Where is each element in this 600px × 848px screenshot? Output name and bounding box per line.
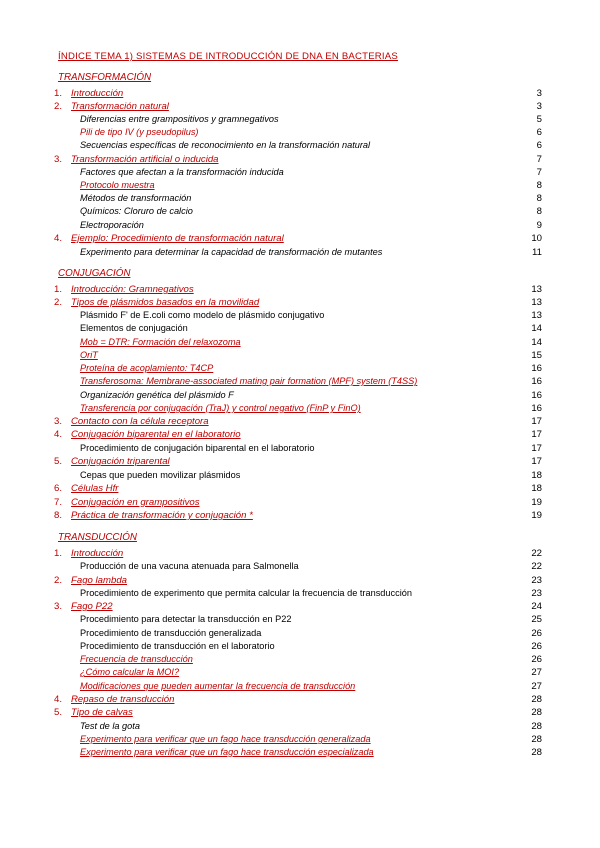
toc-subentry[interactable] — [0, 167, 600, 180]
entry-number: 2. — [54, 575, 63, 586]
toc-subentry[interactable] — [0, 470, 600, 483]
page-number: 22 — [531, 561, 542, 572]
page-number: 8 — [536, 206, 542, 217]
toc-entry[interactable] — [0, 694, 600, 707]
entry-link[interactable]: Procedimiento de conjugación biparental en el laboratorio — [80, 443, 315, 453]
toc-subentry[interactable] — [0, 390, 600, 403]
toc-subentry[interactable] — [0, 403, 600, 416]
toc-subentry[interactable] — [0, 363, 600, 376]
page-number: 26 — [531, 654, 542, 665]
entry-link[interactable]: Práctica de transformación y conjugación * — [71, 510, 253, 521]
toc-subentry[interactable] — [0, 443, 600, 456]
entry-number: 4. — [54, 233, 63, 244]
toc-entry[interactable] — [0, 483, 600, 496]
toc-entry[interactable] — [0, 101, 600, 114]
entry-number: 6. — [54, 483, 63, 494]
entry-link[interactable]: ¿Cómo calcular la MOI? — [80, 667, 180, 677]
toc-entry[interactable] — [0, 284, 600, 297]
toc-subentry[interactable] — [0, 193, 600, 206]
page-number: 16 — [531, 403, 542, 414]
toc-subentry[interactable] — [0, 721, 600, 734]
page-number: 19 — [531, 510, 542, 521]
entry-number: 2. — [54, 297, 63, 308]
entry-link[interactable]: Métodos de transformación — [80, 193, 192, 203]
toc-subentry[interactable] — [0, 734, 600, 747]
toc-entry[interactable] — [0, 497, 600, 510]
toc-subentry[interactable] — [0, 654, 600, 667]
toc-entry[interactable] — [0, 154, 600, 167]
entry-link[interactable]: Transferosoma: Membrane-associated mating pair formation (MPF) system (T4SS) — [80, 376, 418, 386]
toc-entry[interactable] — [0, 707, 600, 720]
toc-entry[interactable] — [0, 233, 600, 246]
toc-subentry[interactable] — [0, 561, 600, 574]
section-heading: TRANSDUCCIÓN — [58, 532, 137, 543]
section-heading: TRANSFORMACIÓN — [58, 72, 152, 83]
page-number: 6 — [536, 127, 542, 138]
toc-entry[interactable] — [0, 575, 600, 588]
entry-link[interactable]: Procedimiento de transducción generalizada — [80, 628, 262, 638]
entry-link[interactable]: Elementos de conjugación — [80, 323, 188, 333]
page-number: 9 — [536, 220, 542, 231]
page-number: 14 — [531, 323, 542, 334]
page-number: 8 — [536, 193, 542, 204]
entry-number: 3. — [54, 416, 63, 427]
entry-number: 3. — [54, 154, 63, 165]
page-number: 16 — [531, 363, 542, 374]
entry-link[interactable]: Ejemplo: Procedimiento de transformación natural — [71, 233, 284, 244]
entry-number: 4. — [54, 694, 63, 705]
page-number: 14 — [531, 337, 542, 348]
page-number: 7 — [536, 154, 542, 165]
page-number: 6 — [536, 140, 542, 151]
toc-subentry[interactable] — [0, 323, 600, 336]
toc-entry[interactable] — [0, 601, 600, 614]
toc-subentry[interactable] — [0, 376, 600, 389]
page-number: 28 — [531, 747, 542, 758]
page-number: 17 — [531, 456, 542, 467]
entry-number: 8. — [54, 510, 63, 521]
entry-link[interactable]: Diferencias entre grampositivos y gramnegativos — [80, 114, 279, 124]
toc-subentry[interactable] — [0, 628, 600, 641]
page-number: 28 — [531, 721, 542, 732]
page-number: 22 — [531, 548, 542, 559]
entry-link[interactable]: Factores que afectan a la transformación inducida — [80, 167, 284, 177]
entry-link[interactable]: Secuencias específicas de reconocimiento en la transformación natural — [80, 140, 371, 150]
entry-number: 5. — [54, 456, 63, 467]
entry-link[interactable]: Protocolo muestra — [80, 180, 155, 190]
entry-link[interactable]: Electroporación — [80, 220, 144, 230]
entry-link[interactable]: Experimento para verificar que un fago hace transducción especializada — [80, 747, 374, 757]
toc-subentry[interactable] — [0, 180, 600, 193]
entry-link[interactable]: Fago lambda — [71, 575, 127, 586]
entry-link[interactable]: Experimento para verificar que un fago hace transducción generalizada — [80, 734, 371, 744]
page-number: 23 — [531, 588, 542, 599]
entry-link[interactable]: Introducción — [71, 548, 124, 559]
entry-link[interactable]: Conjugación en grampositivos — [71, 497, 200, 508]
entry-link[interactable]: Células Hfr — [71, 483, 119, 494]
page-number: 15 — [531, 350, 542, 361]
section-heading: CONJUGACIÓN — [58, 268, 131, 279]
page-number: 28 — [531, 694, 542, 705]
page-number: 16 — [531, 376, 542, 387]
entry-link[interactable]: Mob = DTR: Formación del relaxozoma — [80, 337, 241, 347]
page-number: 24 — [531, 601, 542, 612]
entry-link[interactable]: Introducción — [71, 88, 124, 99]
toc-subentry[interactable] — [0, 127, 600, 140]
page-number: 13 — [531, 310, 542, 321]
page-number: 3 — [536, 88, 542, 99]
toc-entry[interactable] — [0, 416, 600, 429]
entry-link[interactable]: OriT — [80, 350, 98, 360]
toc-entry[interactable] — [0, 429, 600, 442]
entry-number: 2. — [54, 101, 63, 112]
entry-link[interactable]: Procedimiento para detectar la transducción en P22 — [80, 614, 292, 624]
entry-number: 4. — [54, 429, 63, 440]
page-number: 8 — [536, 180, 542, 191]
page-number: 27 — [531, 667, 542, 678]
entry-link[interactable]: Introducción: Gramnegativos — [71, 284, 194, 295]
page-number: 23 — [531, 575, 542, 586]
entry-link[interactable]: Repaso de transducción — [71, 694, 175, 705]
page-number: 17 — [531, 429, 542, 440]
entry-link[interactable]: Conjugación triparental — [71, 456, 170, 467]
entry-link[interactable]: Producción de una vacuna atenuada para Salmonella — [80, 561, 299, 571]
entry-number: 3. — [54, 601, 63, 612]
entry-link[interactable]: Conjugación biparental en el laboratorio — [71, 429, 241, 440]
toc-subentry[interactable] — [0, 114, 600, 127]
entry-link[interactable]: Transferencia por conjugación (TraJ) y control negativo (FinP y FinO) — [80, 403, 361, 413]
page-number: 19 — [531, 497, 542, 508]
toc-subentry[interactable] — [0, 681, 600, 694]
entry-link[interactable]: Frecuencia de transducción — [80, 654, 193, 664]
entry-link[interactable]: Tipo de calvas — [71, 707, 133, 718]
page-number: 17 — [531, 416, 542, 427]
entry-number: 1. — [54, 548, 63, 559]
toc-entry[interactable] — [0, 297, 600, 310]
entry-link[interactable]: Organización genética del plásmido F — [80, 390, 234, 400]
toc-subentry[interactable] — [0, 614, 600, 627]
entry-link[interactable]: Test de la gota — [80, 721, 140, 731]
page-number: 25 — [531, 614, 542, 625]
entry-link[interactable]: Transformación natural — [71, 101, 169, 112]
toc-subentry[interactable] — [0, 588, 600, 601]
page-number: 13 — [531, 284, 542, 295]
page-number: 28 — [531, 707, 542, 718]
toc-subentry[interactable] — [0, 140, 600, 153]
entry-link[interactable]: Contacto con la célula receptora — [71, 416, 209, 427]
entry-number: 1. — [54, 284, 63, 295]
entry-link[interactable]: Procedimiento de transducción en el laboratorio — [80, 641, 275, 651]
toc-subentry[interactable] — [0, 206, 600, 219]
entry-link[interactable]: Tipos de plásmidos basados en la movilidad — [71, 297, 260, 308]
page-number: 27 — [531, 681, 542, 692]
page-number: 26 — [531, 628, 542, 639]
toc-subentry[interactable] — [0, 310, 600, 323]
page-number: 10 — [531, 233, 542, 244]
toc-subentry[interactable] — [0, 350, 600, 363]
page-title: ÍNDICE TEMA 1) SISTEMAS DE INTRODUCCIÓN DE DNA EN BACTERIAS — [58, 51, 398, 62]
toc-subentry[interactable] — [0, 247, 600, 260]
page-number: 26 — [531, 641, 542, 652]
entry-link[interactable]: Proteína de acoplamiento: T4CP — [80, 363, 214, 373]
entry-number: 5. — [54, 707, 63, 718]
entry-link[interactable]: Químicos: Cloruro de calcio — [80, 206, 193, 216]
page-number: 18 — [531, 483, 542, 494]
entry-link[interactable]: Experimento para determinar la capacidad de transformación de mutantes — [80, 247, 383, 257]
toc-subentry[interactable] — [0, 641, 600, 654]
toc-subentry[interactable] — [0, 337, 600, 350]
entry-link[interactable]: Fago P22 — [71, 601, 113, 612]
toc-entry[interactable] — [0, 456, 600, 469]
page-number: 13 — [531, 297, 542, 308]
page-number: 17 — [531, 443, 542, 454]
entry-link[interactable]: Pili de tipo IV (y pseudopilus) — [80, 127, 199, 137]
entry-link[interactable]: Plásmido F' de E.coli como modelo de plásmido conjugativo — [80, 310, 325, 320]
page-number: 28 — [531, 734, 542, 745]
entry-link[interactable]: Cepas que pueden movilizar plásmidos — [80, 470, 241, 480]
toc-subentry[interactable] — [0, 220, 600, 233]
toc-subentry[interactable] — [0, 747, 600, 760]
entry-number: 1. — [54, 88, 63, 99]
page-number: 5 — [536, 114, 542, 125]
entry-link[interactable]: Procedimiento de experimento que permita calcular la frecuencia de transducción — [80, 588, 412, 598]
page-number: 11 — [532, 247, 542, 258]
page-number: 18 — [531, 470, 542, 481]
toc-entry[interactable] — [0, 88, 600, 101]
toc-subentry[interactable] — [0, 667, 600, 680]
toc-entry[interactable] — [0, 548, 600, 561]
entry-link[interactable]: Transformación artificial o inducida — [71, 154, 219, 165]
page-number: 7 — [536, 167, 542, 178]
toc-entry[interactable] — [0, 510, 600, 523]
page-number: 16 — [531, 390, 542, 401]
entry-link[interactable]: Modificaciones que pueden aumentar la frecuencia de transducción — [80, 681, 356, 691]
page-number: 3 — [536, 101, 542, 112]
entry-number: 7. — [54, 497, 63, 508]
